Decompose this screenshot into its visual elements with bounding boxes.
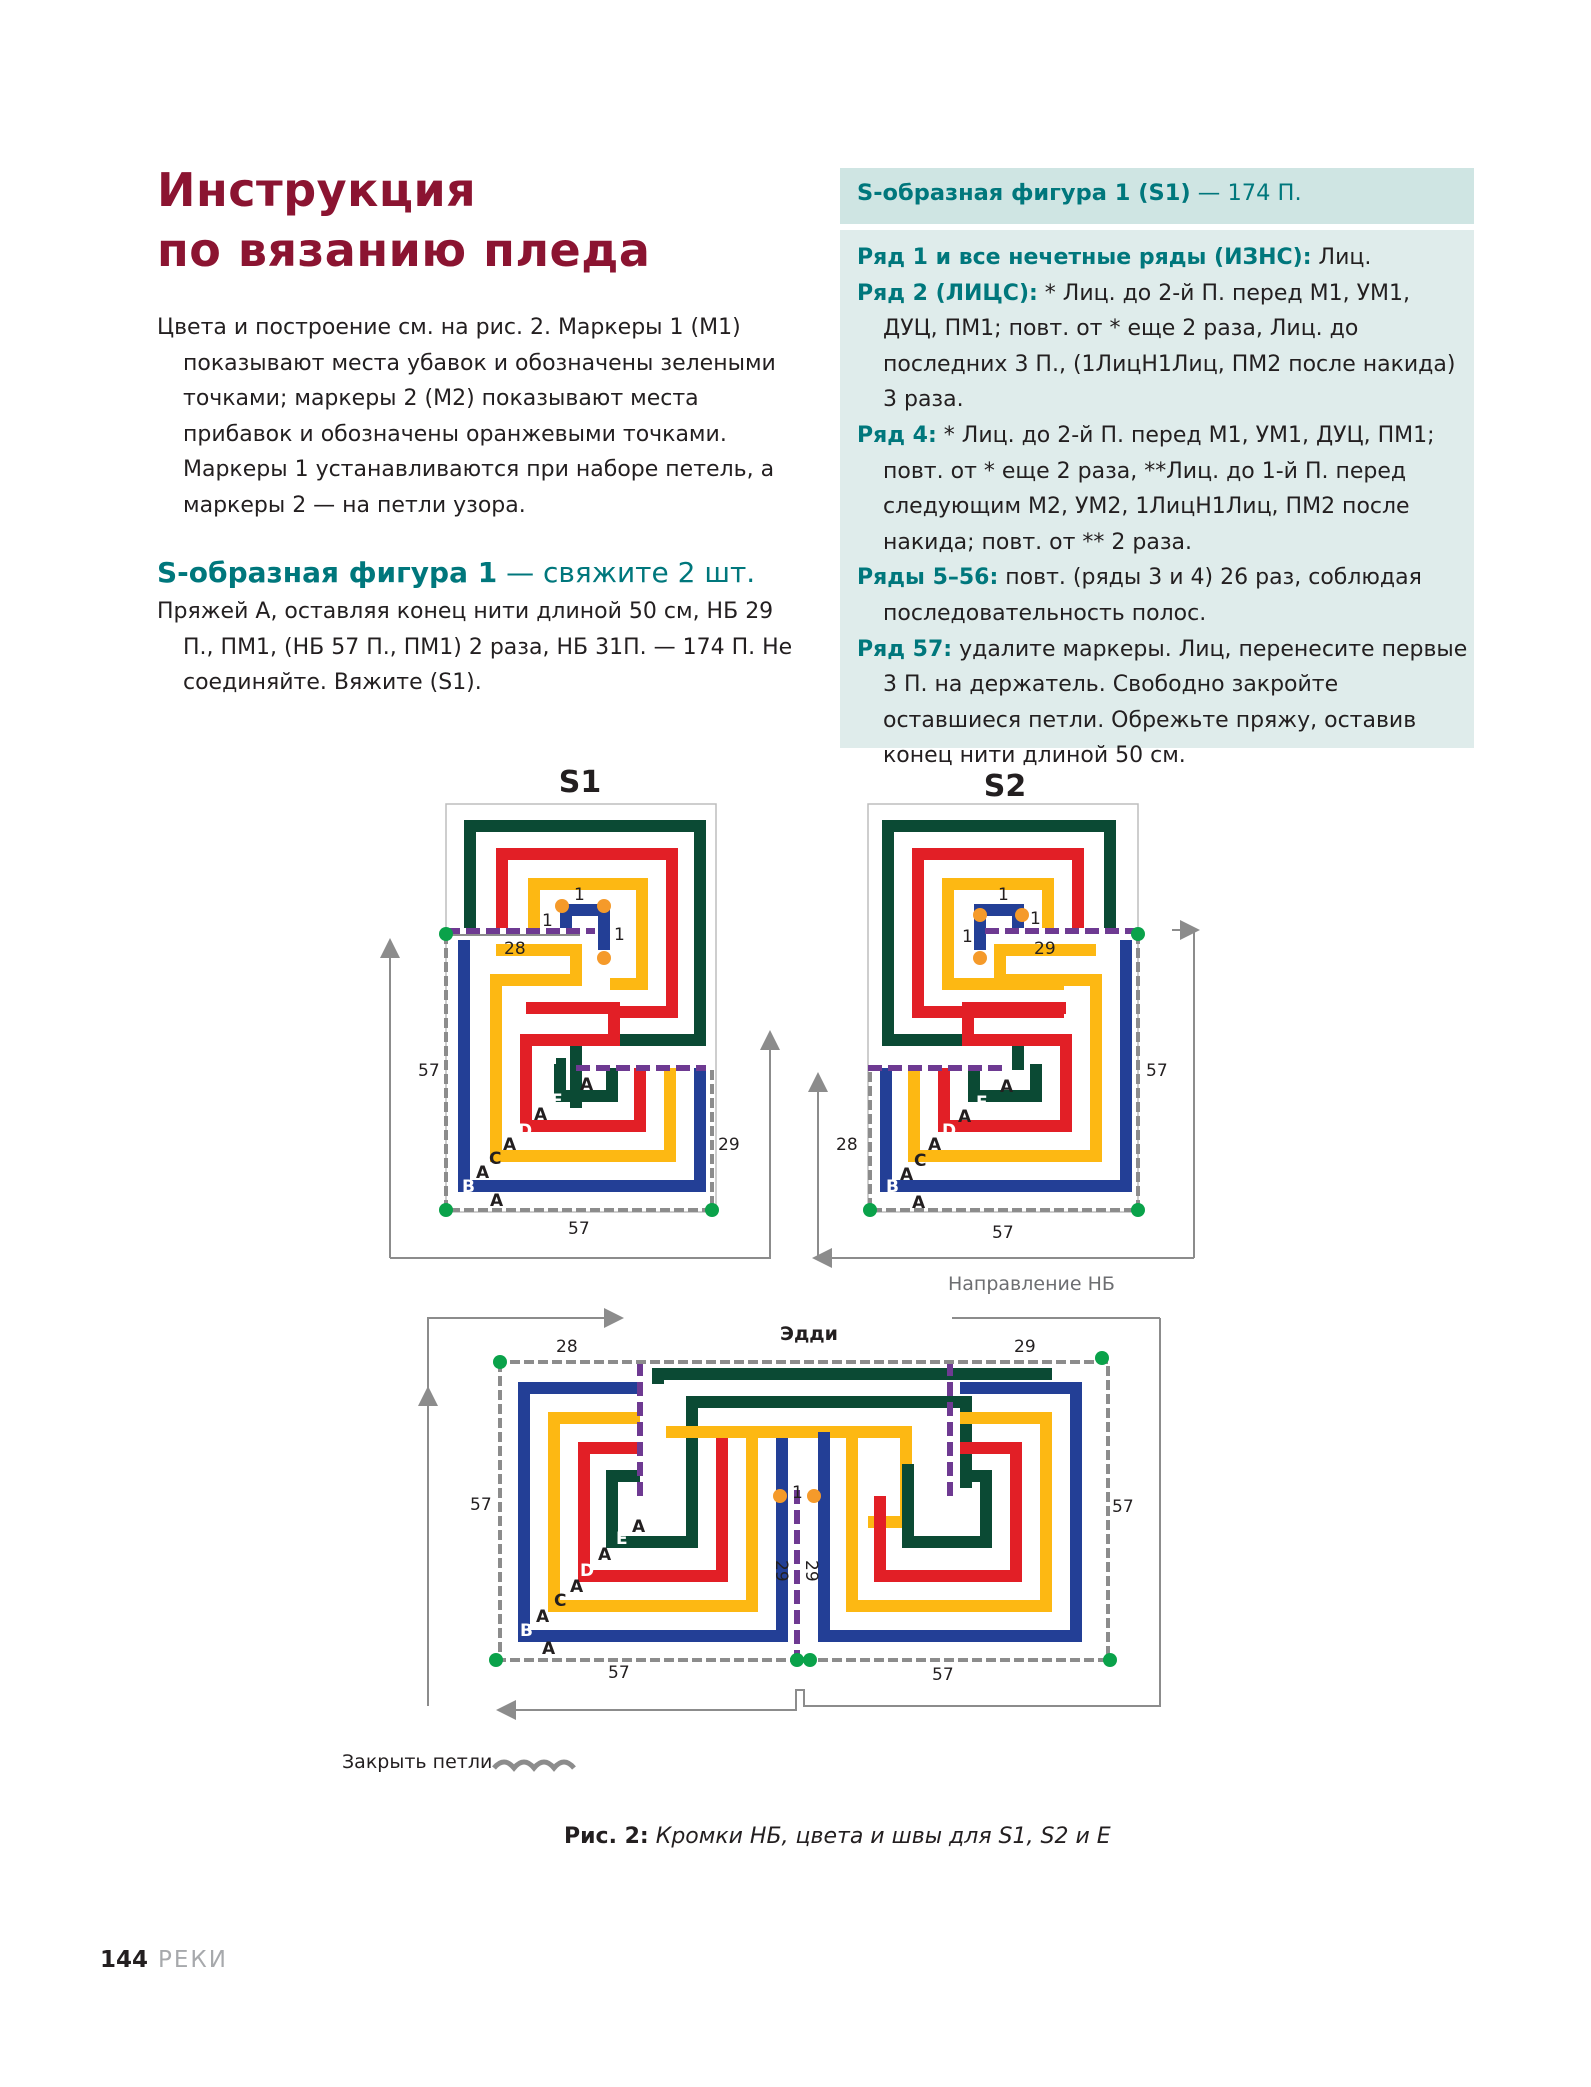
marker2-dot — [973, 951, 987, 965]
label-29: 29 — [1034, 939, 1056, 959]
row-label: Ряды 5–56: — [857, 565, 999, 591]
marker2-dot — [1015, 908, 1029, 922]
eddy-title: Эдди — [780, 1323, 838, 1345]
s-figure-heading-rest: — свяжите 2 шт. — [497, 556, 756, 589]
marker1-dot — [803, 1653, 817, 1667]
marker1-dot — [489, 1653, 503, 1667]
intro-text: Цвета и построение см. на рис. 2. Маркеры 1 (М1) показывают места убавок и обозначены зелеными точками; маркеры 2 (М2) показывают места прибавок и обозначены оранжевыми точками. Маркеры 1 устанавливаются при наборе петель, а маркеры 2 — на петли узора. — [157, 315, 776, 518]
eddy-figure — [428, 1318, 1160, 1710]
label-57: 57 — [608, 1663, 630, 1683]
label-57: 57 — [992, 1223, 1014, 1243]
panel-heading-bold: S-образная фигура 1 (S1) — [857, 180, 1191, 206]
marker1-dot — [439, 927, 453, 941]
label-1: 1 — [962, 927, 973, 947]
letter-a: A — [580, 1075, 594, 1095]
letter-a: A — [542, 1639, 556, 1659]
panel-row — [857, 632, 1469, 774]
marker1-dot — [705, 1203, 719, 1217]
panel-body — [840, 230, 1474, 769]
panel-heading-rest: — 174 П. — [1190, 180, 1302, 206]
label-28: 28 — [504, 939, 526, 959]
label-57: 57 — [1112, 1497, 1134, 1517]
label-1: 1 — [1030, 909, 1041, 929]
marker2-dot — [597, 899, 611, 913]
label-29: 29 — [718, 1135, 740, 1155]
label-57: 57 — [568, 1219, 590, 1239]
label-57: 57 — [932, 1665, 954, 1685]
letter-e: E — [976, 1093, 988, 1113]
letter-d: D — [580, 1561, 595, 1581]
label-1: 1 — [542, 911, 553, 931]
intro-paragraph — [157, 310, 797, 523]
panel-row — [857, 240, 1469, 276]
letter-a: A — [503, 1135, 517, 1155]
letter-a: A — [536, 1607, 550, 1627]
letter-c: C — [489, 1149, 502, 1169]
panel-heading — [857, 180, 1302, 206]
caption-bold: Рис. 2: — [564, 1824, 649, 1849]
direction-label: Направление НБ — [948, 1273, 1115, 1295]
marker1-dot — [493, 1355, 507, 1369]
marker1-dot — [439, 1203, 453, 1217]
letter-a: A — [632, 1517, 646, 1537]
letter-a: A — [570, 1577, 584, 1597]
s2-figure — [816, 769, 1196, 1295]
label-1: 1 — [614, 925, 625, 945]
marker2-dot — [973, 908, 987, 922]
s2-title: S2 — [983, 769, 1027, 804]
letter-a: A — [476, 1163, 490, 1183]
s-figure-paragraph — [157, 594, 797, 701]
s-figure-heading-bold: S-образная фигура 1 — [157, 556, 498, 589]
letter-b: B — [520, 1621, 533, 1641]
letter-a: A — [1000, 1077, 1014, 1097]
title-line-2: по вязанию пледа — [157, 223, 651, 277]
row-label: Ряд 1 и все нечетные ряды (ИЗНС): — [857, 245, 1312, 270]
panel-row — [857, 418, 1469, 560]
letter-a: A — [912, 1193, 926, 1213]
page-footer — [100, 1947, 228, 1973]
knitting-diagram — [330, 760, 1230, 1780]
row-label: Ряд 57: — [857, 636, 953, 662]
direction-line — [1172, 930, 1194, 1258]
bind-off-label: Закрыть петли — [342, 1751, 493, 1773]
row-label: Ряд 4: — [857, 422, 937, 448]
letter-b: B — [462, 1177, 475, 1197]
page-title — [157, 160, 650, 280]
letter-a: A — [928, 1135, 942, 1155]
panel-row — [857, 560, 1469, 631]
row-text: * Лиц. до 2-й П. перед М1, УМ1, ДУЦ, ПМ1; повт. от * еще 2 раза, **Лиц. до 1-й П. перед следующим М2, УМ2, 1ЛицН1Лиц, ПМ2 после накида; повт. от ** 2 раза. — [883, 422, 1435, 555]
letter-a: A — [534, 1105, 548, 1125]
letter-a: A — [598, 1545, 612, 1565]
letter-d: D — [942, 1121, 957, 1141]
letter-b: B — [886, 1177, 899, 1197]
marker1-dot — [1095, 1351, 1109, 1365]
title-line-1: Инструкция — [157, 163, 477, 217]
marker1-dot — [1131, 1203, 1145, 1217]
row-text: * Лиц. до 2-й П. перед М1, УМ1, ДУЦ, ПМ1; повт. от * еще 2 раза, Лиц. до последних 3 П., (1ЛицН1Лиц, ПМ2 после накида) 3 раза. — [883, 280, 1456, 413]
panel-row — [857, 276, 1469, 418]
letter-d: D — [518, 1121, 533, 1141]
marker1-dot — [1131, 927, 1145, 941]
s-figure-text: Пряжей А, оставляя конец нити длиной 50 см, НБ 29 П., ПМ1, (НБ 57 П., ПМ1) 2 раза, НБ 31П. — 174 П. Не соединяйте. Вяжите (S1). — [157, 599, 793, 695]
marker1-dot — [1103, 1653, 1117, 1667]
label-29: 29 — [771, 1560, 791, 1582]
marker2-dot — [773, 1489, 787, 1503]
figure-caption — [564, 1824, 1111, 1849]
label-1: 1 — [792, 1483, 803, 1503]
letter-c: C — [914, 1151, 927, 1171]
row-label: Ряд 2 (ЛИЦС): — [857, 280, 1038, 306]
label-1: 1 — [998, 885, 1009, 905]
label-28: 28 — [556, 1337, 578, 1357]
s1-figure — [390, 765, 770, 1258]
bind-off-symbol — [494, 1762, 574, 1768]
label-29: 29 — [1014, 1337, 1036, 1357]
label-29: 29 — [801, 1560, 821, 1582]
label-28: 28 — [836, 1135, 858, 1155]
section-name: РЕКИ — [158, 1947, 228, 1973]
panel-header — [840, 168, 1474, 224]
row-text: удалите маркеры. Лиц, перенесите первые 3 П. на держатель. Свободно закройте оставшиеся петли. Обрежьте пряжу, оставив конец нити длиной 50 см. — [883, 636, 1468, 769]
letter-a: A — [958, 1107, 972, 1127]
label-1: 1 — [574, 885, 585, 905]
marker2-dot — [807, 1489, 821, 1503]
label-57: 57 — [470, 1495, 492, 1515]
marker1-dot — [863, 1203, 877, 1217]
s-figure-heading — [157, 556, 755, 589]
s1-title: S1 — [558, 765, 602, 800]
panel-rows — [857, 240, 1469, 774]
label-57: 57 — [418, 1061, 440, 1081]
row-text: повт. (ряды 3 и 4) 26 раз, соблюдая последовательность полос. — [883, 565, 1422, 626]
page-number: 144 — [100, 1947, 149, 1973]
letter-e: E — [551, 1091, 563, 1111]
caption-italic: Кромки НБ, цвета и швы для S1, S2 и E — [648, 1824, 1111, 1849]
letter-a: A — [900, 1165, 914, 1185]
marker2-dot — [597, 951, 611, 965]
marker2-dot — [555, 899, 569, 913]
letter-c: C — [554, 1591, 567, 1611]
letter-e: E — [616, 1529, 628, 1549]
marker1-dot — [790, 1653, 804, 1667]
letter-a: A — [490, 1191, 504, 1211]
label-57: 57 — [1146, 1061, 1168, 1081]
row-text: Лиц. — [1311, 245, 1372, 270]
